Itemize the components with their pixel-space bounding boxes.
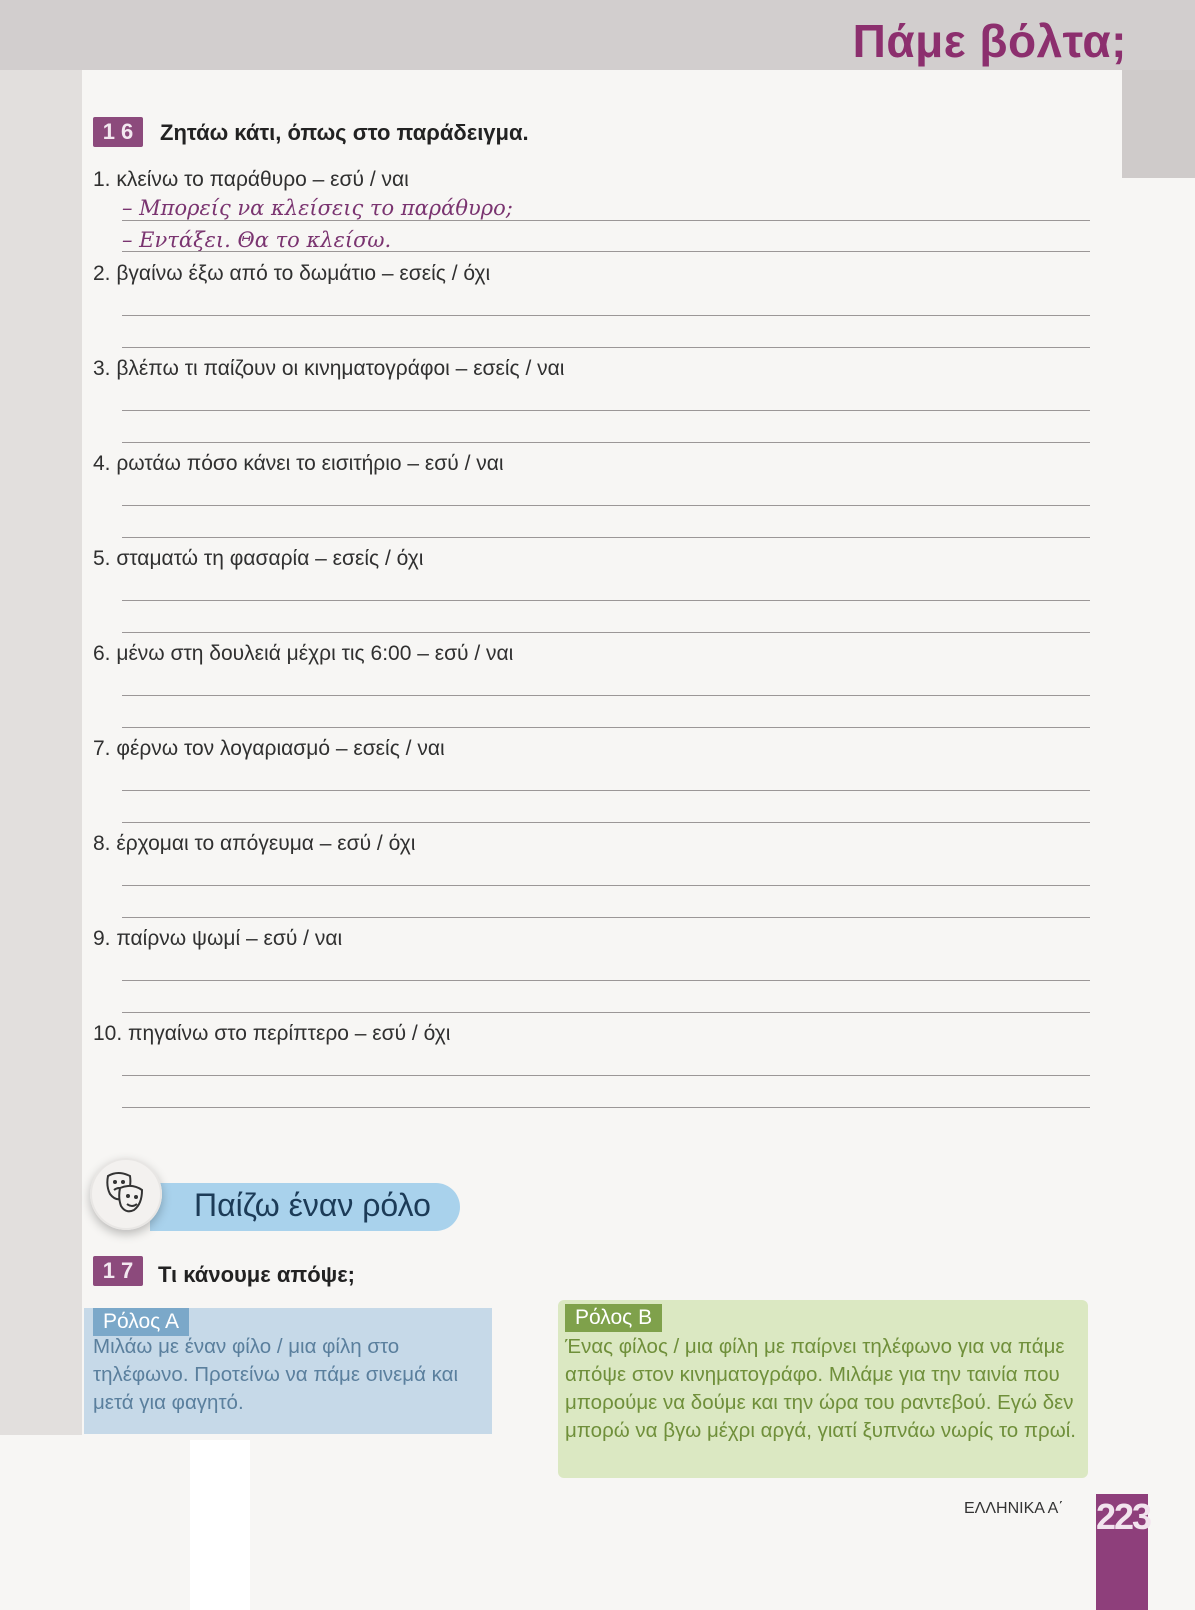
answer-line[interactable] — [122, 537, 1090, 538]
answer-line[interactable] — [122, 1075, 1090, 1076]
exercise-16-title: Ζητάω κάτι, όπως στο παράδειγμα. — [160, 120, 529, 145]
exercise-item-7: 7. φέρνω τον λογαριασμό – εσείς / ναι — [93, 737, 445, 760]
exercise-17-title: Τι κάνουμε απόψε; — [158, 1262, 355, 1287]
answer-line[interactable] — [122, 980, 1090, 981]
exercise-item-5: 5. σταματώ τη φασαρία – εσείς / όχι — [93, 547, 424, 570]
answer-line[interactable] — [122, 600, 1090, 601]
answer-line[interactable] — [122, 885, 1090, 886]
theater-masks-icon — [90, 1158, 162, 1230]
answer-line[interactable] — [122, 917, 1090, 918]
page-title: Πάμε βόλτα; — [852, 15, 1127, 67]
answer-line[interactable] — [122, 347, 1090, 348]
answer-line[interactable] — [122, 410, 1090, 411]
exercise-item-10: 10. πηγαίνω στο περίπτερο – εσύ / όχι — [93, 1022, 451, 1045]
scan-blank-area — [190, 1440, 250, 1610]
role-b-text: Ένας φίλος / μια φίλη με παίρνει τηλέφωνο για να πάμε απόψε στον κινηματογράφο. Μιλάμε για την ταινία που μπορούμε να δούμε και την ώρα του ραντεβού. Εγώ δεν μπορώ να βγω μέχρι αργά, γιατί ξυπνάω νωρίς το πρωί. — [565, 1335, 1076, 1442]
answer-line[interactable] — [122, 505, 1090, 506]
answer-line[interactable] — [122, 695, 1090, 696]
exercise-item-6: 6. μένω στη δουλειά μέχρι τις 6:00 – εσύ / ναι — [93, 642, 514, 665]
answer-line[interactable] — [122, 1107, 1090, 1108]
exercise-item-1: 1. κλείνω το παράθυρο – εσύ / ναι — [93, 168, 409, 191]
role-a-text: Μιλάω με έναν φίλο / μια φίλη στο τηλέφωνο. Προτείνω να πάμε σινεμά και μετά για φαγητό. — [93, 1335, 459, 1414]
page-number: 223 — [1096, 1496, 1151, 1537]
answer-line[interactable] — [122, 790, 1090, 791]
exercise-item-8: 8. έρχομαι το απόγευμα – εσύ / όχι — [93, 832, 416, 855]
answer-line[interactable] — [122, 251, 1090, 252]
role-a-label: Ρόλος Α — [93, 1308, 189, 1336]
exercise-item-2: 2. βγαίνω έξω από το δωμάτιο – εσείς / όχι — [93, 262, 491, 285]
exercise-16-badge: 1 6 — [93, 117, 143, 147]
roleplay-section-title: Παίζω έναν ρόλο — [194, 1187, 431, 1223]
exercise-17-badge: 1 7 — [93, 1256, 143, 1286]
theater-masks-badge — [90, 1158, 162, 1230]
exercise-item-4: 4. ρωτάω πόσο κάνει το εισιτήριο – εσύ / ναι — [93, 452, 504, 475]
answer-line[interactable] — [122, 442, 1090, 443]
example-answer-1: – Μπορείς να κλείσεις το παράθυρο; — [122, 196, 513, 220]
answer-line[interactable] — [122, 632, 1090, 633]
answer-line[interactable] — [122, 315, 1090, 316]
example-answer-2: – Εντάξει. Θα το κλείσω. — [122, 228, 392, 252]
right-margin-band — [1122, 70, 1195, 178]
answer-line[interactable] — [122, 727, 1090, 728]
role-b-label: Ρόλος Β — [565, 1304, 662, 1332]
exercise-item-3: 3. βλέπω τι παίζουν οι κινηματογράφοι – εσείς / ναι — [93, 357, 565, 380]
answer-line[interactable] — [122, 822, 1090, 823]
exercise-item-9: 9. παίρνω ψωμί – εσύ / ναι — [93, 927, 343, 950]
answer-line[interactable] — [122, 220, 1090, 221]
left-margin-strip — [0, 70, 82, 1435]
answer-line[interactable] — [122, 1012, 1090, 1013]
book-title: ΕΛΛΗΝΙΚΑ Α΄ — [964, 1500, 1064, 1517]
